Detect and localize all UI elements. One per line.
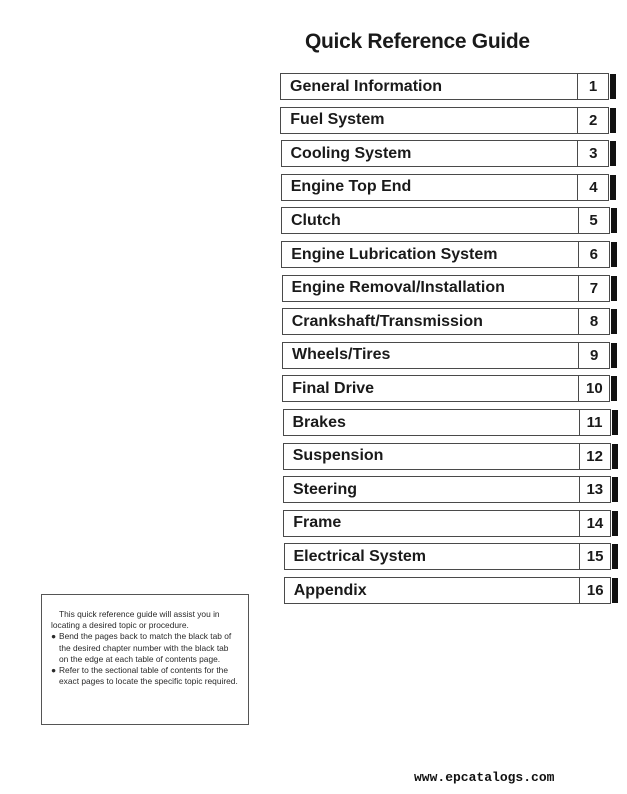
chapter-tab-9[interactable] — [282, 342, 610, 369]
chapter-label: Steering — [293, 480, 358, 498]
chapter-tab-6[interactable] — [281, 241, 610, 268]
chapter-number: 10 — [578, 376, 609, 401]
black-tab-marker — [611, 343, 617, 368]
black-tab-marker — [612, 444, 618, 469]
chapter-label: Wheels/Tires — [292, 346, 391, 364]
chapter-number: 6 — [578, 242, 609, 267]
chapter-label: Final Drive — [292, 379, 375, 397]
chapter-number: 3 — [577, 141, 608, 166]
black-tab-marker — [610, 108, 616, 133]
info-bullet-text: Bend the pages back to match the black tab of the desired chapter number with the black tab on the edge at each table of contents page. — [59, 631, 232, 664]
black-tab-marker — [610, 74, 616, 99]
chapter-tab-12[interactable] — [283, 443, 611, 470]
chapter-number: 8 — [578, 309, 609, 334]
chapter-tab-13[interactable] — [283, 476, 611, 503]
chapter-tab-5[interactable] — [281, 207, 610, 234]
chapter-label: Engine Removal/Installation — [291, 279, 505, 297]
page-title: Quick Reference Guide — [305, 30, 530, 53]
chapter-number: 11 — [579, 410, 610, 435]
black-tab-marker — [610, 175, 616, 200]
chapter-number: 16 — [579, 578, 610, 603]
black-tab-marker — [611, 309, 617, 334]
info-intro-text: This quick reference guide will assist you in locating a desired topic or procedure. — [51, 609, 220, 631]
chapter-label: Engine Lubrication System — [291, 245, 498, 263]
bullet-icon: ● — [51, 631, 57, 642]
black-tab-marker — [612, 578, 618, 603]
chapter-tab-7[interactable] — [282, 275, 610, 302]
info-box — [41, 594, 249, 725]
chapter-tab-4[interactable] — [281, 174, 610, 201]
info-bullet-item — [51, 631, 240, 665]
black-tab-marker — [612, 511, 618, 536]
footer-url: www.epcatalogs.com — [414, 770, 555, 785]
info-bullet-item — [51, 665, 240, 687]
chapter-tab-8[interactable] — [282, 308, 610, 335]
bullet-icon: ● — [51, 665, 57, 676]
chapter-tab-3[interactable] — [281, 140, 610, 167]
chapter-label: Appendix — [293, 581, 367, 599]
chapter-tab-1[interactable] — [280, 73, 609, 100]
chapter-label: Fuel System — [290, 111, 385, 129]
chapter-tab-15[interactable] — [284, 543, 612, 570]
black-tab-marker — [612, 544, 618, 569]
chapter-number: 15 — [579, 544, 610, 569]
black-tab-marker — [611, 208, 617, 233]
chapter-tab-11[interactable] — [283, 409, 611, 436]
info-bullet-text: Refer to the sectional table of contents for the exact pages to locate the specific topic required. — [59, 665, 238, 687]
chapter-tab-14[interactable] — [283, 510, 611, 537]
chapter-label: General Information — [290, 77, 443, 95]
chapter-number: 7 — [578, 276, 609, 301]
chapter-number: 13 — [579, 477, 610, 502]
chapter-label: Suspension — [292, 447, 384, 465]
chapter-label: Frame — [293, 514, 342, 532]
chapter-number: 14 — [579, 511, 610, 536]
chapter-label: Engine Top End — [290, 178, 412, 196]
black-tab-marker — [611, 376, 617, 401]
chapter-number: 2 — [577, 108, 608, 133]
chapter-number: 5 — [578, 208, 609, 233]
chapter-label: Clutch — [291, 211, 341, 229]
chapter-tab-16[interactable] — [284, 577, 612, 604]
chapter-label: Brakes — [292, 413, 346, 431]
chapter-number: 4 — [577, 175, 608, 200]
chapter-label: Crankshaft/Transmission — [291, 312, 483, 330]
chapter-number: 1 — [577, 74, 608, 99]
chapter-label: Electrical System — [293, 547, 427, 565]
black-tab-marker — [611, 242, 617, 267]
black-tab-marker — [612, 477, 618, 502]
chapter-label: Cooling System — [290, 144, 412, 162]
chapter-number: 12 — [579, 444, 610, 469]
black-tab-marker — [612, 410, 618, 435]
chapter-tab-2[interactable] — [280, 107, 609, 134]
chapter-number: 9 — [578, 343, 609, 368]
black-tab-marker — [611, 276, 617, 301]
black-tab-marker — [610, 141, 616, 166]
chapter-tab-10[interactable] — [282, 375, 610, 402]
